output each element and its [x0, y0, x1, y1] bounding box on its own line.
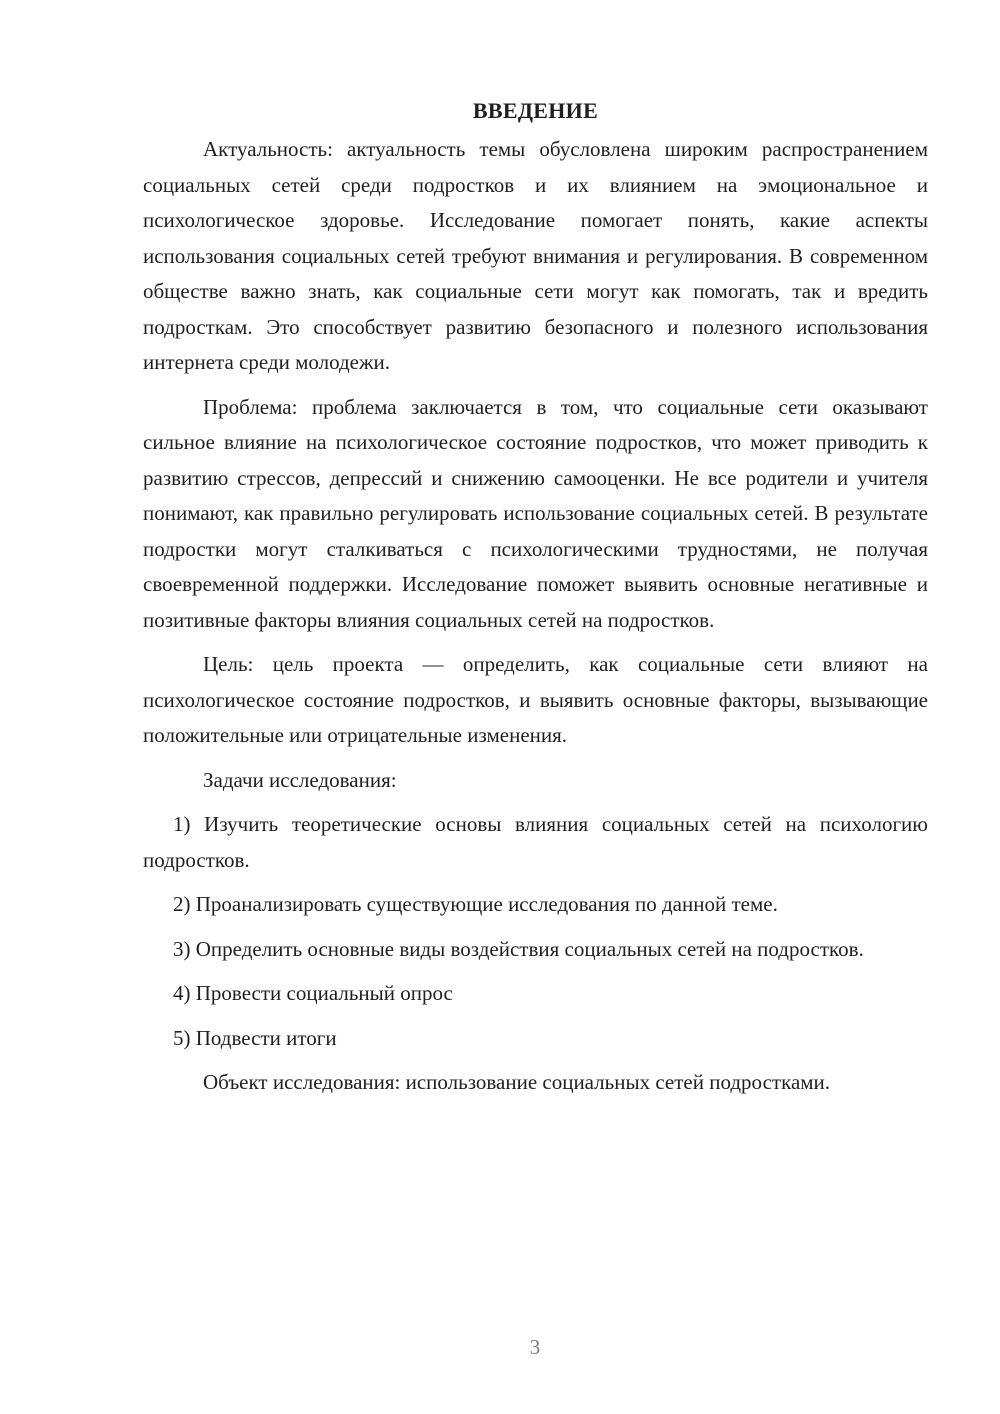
task-item-2: 2) Проанализировать существующие исследования по данной теме. [173, 892, 778, 916]
document-page [143, 94, 928, 1110]
page-number: 3 [529, 1335, 541, 1359]
task-item-5: 5) Подвести итоги [173, 1025, 337, 1050]
task-item-1: 1) Изучить теоретические основы влияния социальных сетей на психологию подростков. [143, 812, 928, 872]
paragraph-goal: Цель: цель проекта — определить, как социальные сети влияют на психологическое состояние подростков, и выявить основные факторы, вызывающие положительные или отрицательные изменения. [143, 652, 928, 747]
paragraph-problem: Проблема: проблема заключается в том, что социальные сети оказывают сильное влияние на психологическое состояние подростков, что может приводить к развитию стрессов, депрессий и снижению самооценки. Не все родители и учителя понимают, как правильно регулировать использование социальных сетей. В результате подростки могут сталкиваться с психологическими трудностями, не получая своевременной поддержки. Исследование поможет выявить основные негативные и позитивные факторы влияния социальных сетей на подростков. [143, 394, 928, 632]
task-item-4: 4) Провести социальный опрос [173, 981, 453, 1005]
task-item-3: 3) Определить основные виды воздействия социальных сетей на подростков. [173, 936, 864, 961]
paragraph-tasks-heading: Задачи исследования: [203, 767, 397, 792]
section-title: ВВЕДЕНИЕ [472, 98, 599, 123]
paragraph-object: Объект исследования: использование социальных сетей подростками. [203, 1070, 831, 1094]
paragraph-relevance: Актуальность: актуальность темы обусловлена широким распространением социальных сетей среди подростков и их влиянием на эмоциональное и психологическое здоровье. Исследование помогает понять, какие аспекты использования социальных сетей требуют внимания и регулирования. В современном обществе важно знать, как социальные сети могут как помогать, так и вредить подросткам. Это способствует развитию безопасного и полезного использования интернета среди молодежи. [143, 137, 928, 374]
